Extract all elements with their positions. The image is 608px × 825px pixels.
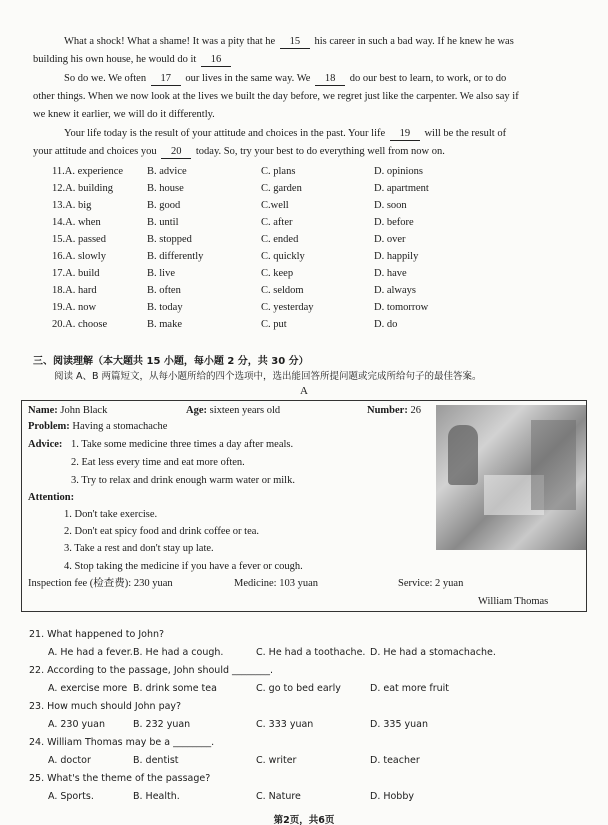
- cloze-option[interactable]: B. until: [147, 217, 179, 228]
- passage-text: What a shock! What a shame! It was a pity that he: [64, 36, 276, 47]
- cloze-option[interactable]: D. over: [374, 234, 406, 245]
- passage-text: his career in such a bad way. If he knew he was: [314, 36, 514, 47]
- answer-option[interactable]: A. doctor: [48, 755, 91, 766]
- passage-line-6: [64, 127, 506, 141]
- number-value: 26: [410, 405, 421, 416]
- answer-option[interactable]: B. Health.: [133, 791, 180, 802]
- answer-option[interactable]: D. 335 yuan: [370, 719, 428, 730]
- cloze-option[interactable]: B. house: [147, 183, 184, 194]
- cloze-option[interactable]: C. garden: [261, 183, 302, 194]
- cloze-option[interactable]: 12.A. building: [52, 183, 113, 194]
- number-label: Number:: [367, 405, 408, 416]
- signature: William Thomas: [478, 596, 549, 607]
- cloze-option[interactable]: B. differently: [147, 251, 204, 262]
- cloze-option[interactable]: 19.A. now: [52, 302, 97, 313]
- answer-option[interactable]: B. drink some tea: [133, 683, 217, 694]
- section-title: 三、阅读理解（本大题共 15 小题，每小题 2 分，共 30 分）: [33, 356, 309, 367]
- cloze-option[interactable]: 15.A. passed: [52, 234, 106, 245]
- answer-option[interactable]: A. He had a fever.: [48, 647, 133, 658]
- advice-item: 1. Take some medicine three times a day after meals.: [71, 439, 294, 450]
- cloze-option[interactable]: 20.A. choose: [52, 319, 108, 330]
- name-value: John Black: [60, 405, 108, 416]
- answer-option[interactable]: B. dentist: [133, 755, 179, 766]
- blank-16[interactable]: 16: [201, 53, 231, 67]
- answer-option[interactable]: D. eat more fruit: [370, 683, 450, 694]
- answer-option[interactable]: C. Nature: [256, 791, 301, 802]
- cloze-option[interactable]: D. have: [374, 268, 407, 279]
- blank-15[interactable]: 15: [280, 35, 310, 49]
- passage-text: do our best to learn, to work, or to do: [349, 73, 507, 84]
- service-row: [398, 577, 463, 590]
- passage-label: A: [300, 385, 308, 397]
- cloze-option[interactable]: B. live: [147, 268, 175, 279]
- cloze-option[interactable]: C. quickly: [261, 251, 305, 262]
- cloze-option[interactable]: 16.A. slowly: [52, 251, 106, 262]
- cloze-option[interactable]: B. often: [147, 285, 181, 296]
- advice-item: 3. Try to relax and drink enough warm water or milk.: [71, 475, 295, 486]
- cloze-option[interactable]: 13.A. big: [52, 200, 92, 211]
- service-label: Service:: [398, 578, 433, 589]
- cloze-option[interactable]: C. ended: [261, 234, 299, 245]
- photo-figure: [531, 420, 576, 510]
- question-text: 21. What happened to John?: [29, 629, 165, 640]
- cloze-option[interactable]: 17.A. build: [52, 268, 100, 279]
- passage-line-4: [33, 90, 519, 103]
- photo-figure: [448, 425, 478, 485]
- card-name-row: [28, 404, 107, 417]
- card-number-row: [367, 404, 421, 417]
- passage-text: our lives in the same way. We: [185, 73, 311, 84]
- medicine-label: Medicine:: [234, 578, 277, 589]
- attention-item: 2. Don't eat spicy food and drink coffee or tea.: [64, 526, 260, 537]
- answer-option[interactable]: C. He had a toothache.: [256, 647, 366, 658]
- passage-line-3: [64, 72, 506, 86]
- fee-value: 230 yuan: [133, 578, 173, 589]
- passage-text: today. So, try your best to do everything well from now on.: [195, 146, 445, 157]
- blank-20[interactable]: 20: [161, 145, 191, 159]
- name-label: Name:: [28, 405, 58, 416]
- attention-label: Attention:: [28, 492, 75, 503]
- medicine-row: [234, 577, 318, 590]
- age-value: sixteen years old: [209, 405, 281, 416]
- cloze-option[interactable]: 18.A. hard: [52, 285, 97, 296]
- answer-option[interactable]: C. go to bed early: [256, 683, 341, 694]
- answer-option[interactable]: D. Hobby: [370, 791, 414, 802]
- cloze-option[interactable]: D. before: [374, 217, 414, 228]
- attention-item: 3. Take a rest and don't stay up late.: [64, 543, 214, 554]
- cloze-option[interactable]: B. advice: [147, 166, 187, 177]
- cloze-option[interactable]: C. after: [261, 217, 293, 228]
- question-text: 24. William Thomas may be a ________.: [29, 737, 215, 748]
- age-label: Age:: [186, 405, 207, 416]
- advice-item: 2. Eat less every time and eat more often.: [71, 457, 245, 468]
- passage-text: So do we. We often: [64, 73, 147, 84]
- answer-option[interactable]: A. 230 yuan: [48, 719, 106, 730]
- cloze-option[interactable]: C. put: [261, 319, 287, 330]
- blank-18[interactable]: 18: [315, 72, 345, 86]
- fee-row: [28, 577, 173, 590]
- blank-19[interactable]: 19: [390, 127, 420, 141]
- attention-item: 4. Stop taking the medicine if you have a fever or cough.: [64, 561, 303, 572]
- card-age-row: [186, 404, 280, 417]
- cloze-option[interactable]: D. always: [374, 285, 416, 296]
- passage-text: your attitude and choices you: [33, 146, 157, 157]
- answer-option[interactable]: D. He had a stomachache.: [370, 647, 496, 658]
- answer-option[interactable]: B. 232 yuan: [133, 719, 191, 730]
- cloze-option[interactable]: D. do: [374, 319, 398, 330]
- patient-photo: [436, 405, 586, 550]
- passage-line-2: [33, 53, 233, 67]
- cloze-option[interactable]: B. make: [147, 319, 182, 330]
- cloze-option[interactable]: D. tomorrow: [374, 302, 429, 313]
- attention-item: 1. Don't take exercise.: [64, 509, 158, 520]
- section-instruction: 阅读 A、B 两篇短文，从每小题所给的四个选项中，选出能回答所提问题或完成所给句子的最佳答案。: [54, 371, 482, 382]
- passage-text: Your life today is the result of your attitude and choices in the past. Your life: [64, 128, 386, 139]
- cloze-option[interactable]: C. seldom: [261, 285, 304, 296]
- problem-value: Having a stomachache: [72, 421, 168, 432]
- cloze-option[interactable]: C. yesterday: [261, 302, 314, 313]
- cloze-option[interactable]: B. stopped: [147, 234, 192, 245]
- passage-text: building his own house, he would do it: [33, 54, 197, 65]
- passage-line-7: [33, 145, 445, 159]
- cloze-option[interactable]: C.well: [261, 200, 289, 211]
- cloze-option[interactable]: D. soon: [374, 200, 407, 211]
- answer-option[interactable]: B. He had a cough.: [133, 647, 224, 658]
- answer-option[interactable]: C. 333 yuan: [256, 719, 314, 730]
- card-advice-label: Advice:: [28, 439, 63, 450]
- page-footer: 第2页，共6页: [273, 815, 335, 825]
- answer-option[interactable]: A. Sports.: [48, 791, 94, 802]
- fee-label: Inspection fee (检查费):: [28, 578, 132, 589]
- blank-17[interactable]: 17: [151, 72, 181, 86]
- answer-option[interactable]: A. exercise more: [48, 683, 128, 694]
- passage-text: we knew it earlier, we will do it differently.: [33, 109, 215, 120]
- problem-label: Problem:: [28, 421, 70, 432]
- passage-line-1: [64, 35, 514, 49]
- answer-option[interactable]: D. teacher: [370, 755, 420, 766]
- cloze-option[interactable]: C. plans: [261, 166, 296, 177]
- question-text: 25. What's the theme of the passage?: [29, 773, 211, 784]
- cloze-option[interactable]: D. opinions: [374, 166, 424, 177]
- passage-text: other things. When we now look at the lives we built the day before, we regret just like the carpenter. We also say if: [33, 91, 519, 102]
- cloze-option[interactable]: D. apartment: [374, 183, 429, 194]
- medicine-value: 103 yuan: [279, 578, 318, 589]
- cloze-option[interactable]: 14.A. when: [52, 217, 101, 228]
- cloze-option[interactable]: B. today: [147, 302, 183, 313]
- cloze-option[interactable]: D. happily: [374, 251, 419, 262]
- cloze-option[interactable]: 11.A. experience: [52, 166, 124, 177]
- passage-line-5: [33, 108, 215, 121]
- cloze-option[interactable]: B. good: [147, 200, 181, 211]
- cloze-option[interactable]: C. keep: [261, 268, 294, 279]
- passage-text: will be the result of: [424, 128, 507, 139]
- question-text: 22. According to the passage, John should ________.: [29, 665, 274, 676]
- question-text: 23. How much should John pay?: [29, 701, 182, 712]
- service-value: 2 yuan: [435, 578, 464, 589]
- answer-option[interactable]: C. writer: [256, 755, 297, 766]
- card-problem-row: [28, 420, 167, 433]
